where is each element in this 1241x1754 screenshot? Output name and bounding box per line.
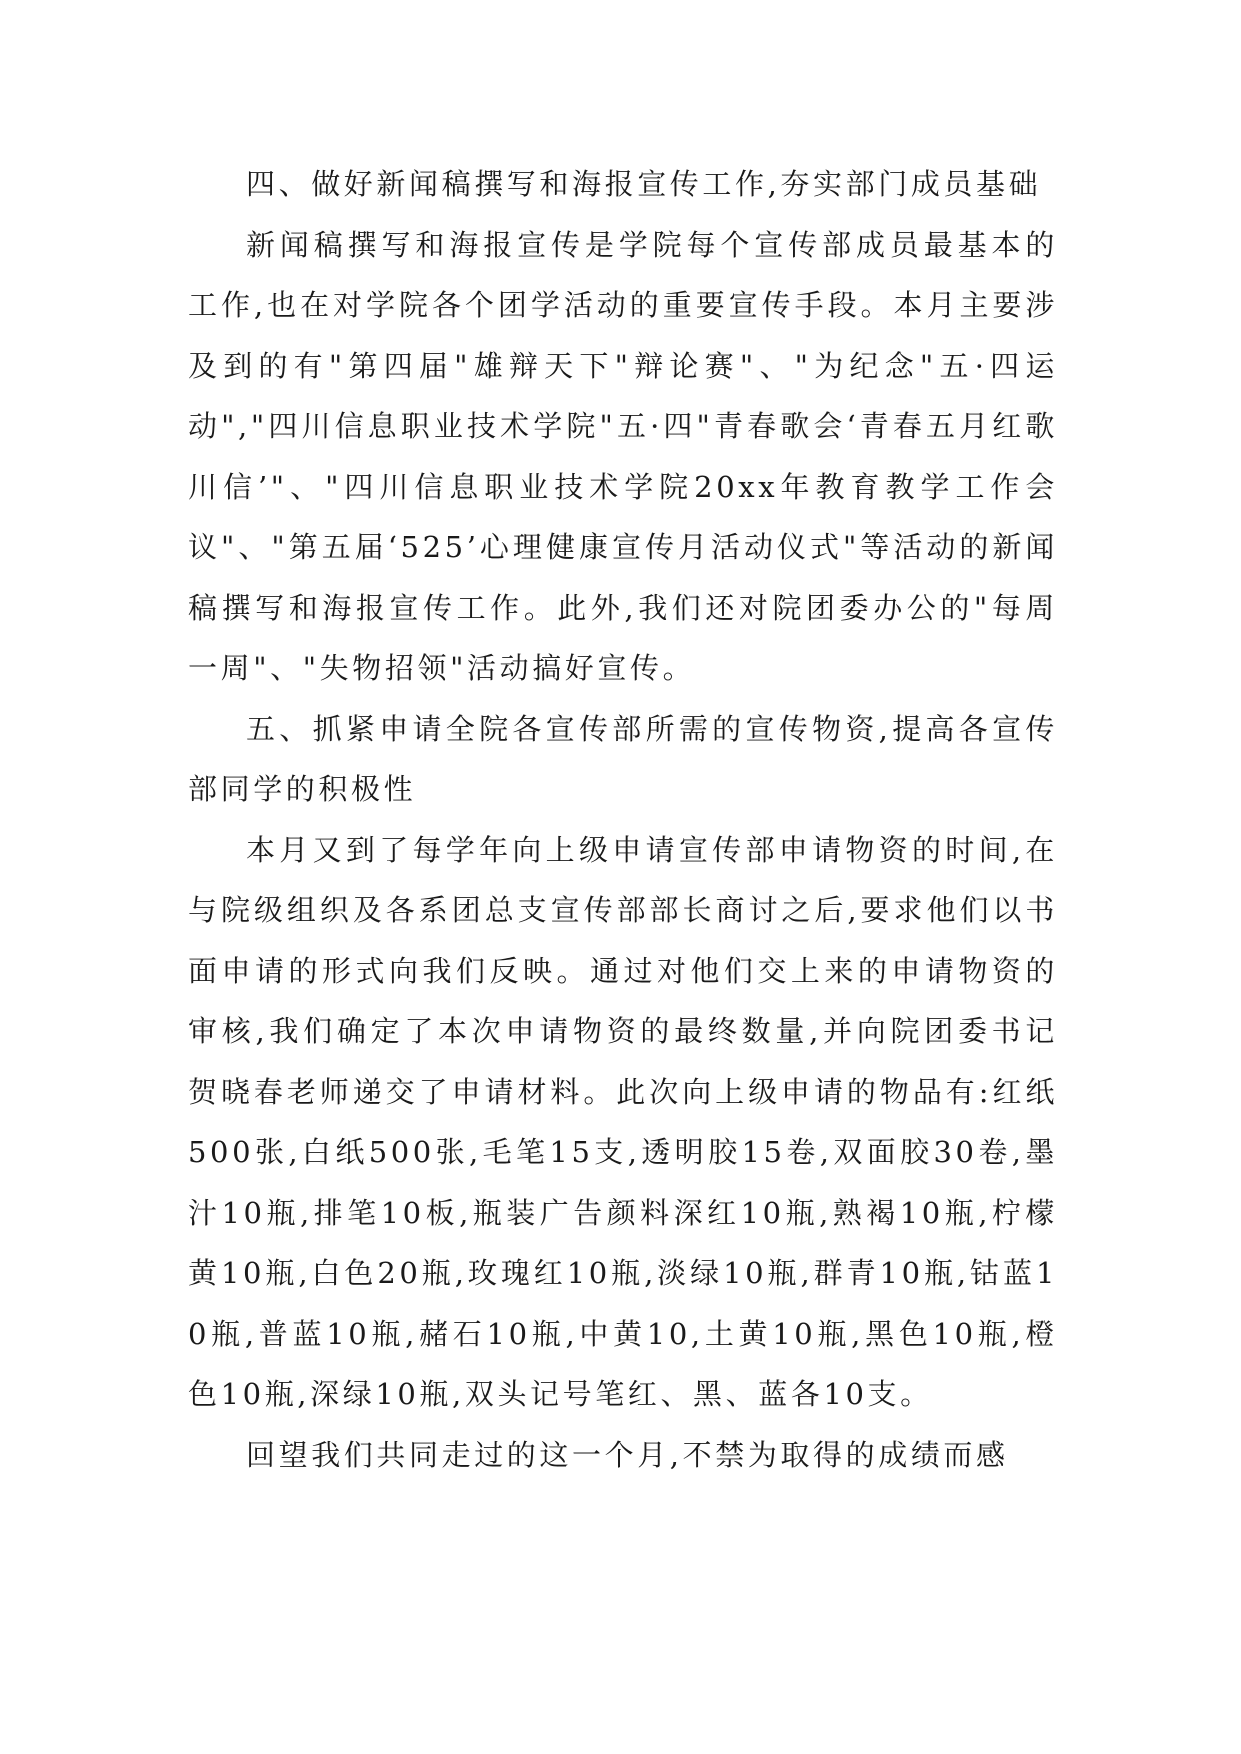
heading-section-five: 五、抓紧申请全院各宣传部所需的宣传物资,提高各宣传部同学的积极性 — [188, 711, 1058, 806]
paragraph-news-and-posters: 新闻稿撰写和海报宣传是学院每个宣传部成员最基本的工作,也在对学院各个团学活动的重要宣传手段。本月主要涉及到的有"第四届"雄辩天下"辩论赛"、"为纪念"五·四运动","四川信息职业技术学院"五·四"青春歌会‘青春五月红歌川信’"、"四川信息职业技术学院20xx年教育教学工作会议"、"第五届‘525’心理健康宣传月活动仪式"等活动的新闻稿撰写和海报宣传工作。此外,我们还对院团委办公的"每周一周"、"失物招领"活动搞好宣传。 — [188, 227, 1058, 685]
document-body — [188, 154, 1058, 1485]
paragraph-material-request: 本月又到了每学年向上级申请宣传部申请物资的时间,在与院级组织及各系团总支宣传部部长商讨之后,要求他们以书面申请的形式向我们反映。通过对他们交上来的申请物资的审核,我们确定了本次申请物资的最终数量,并向院团委书记贺晓春老师递交了申请材料。此次向上级申请的物品有:红纸500张,白纸500张,毛笔15支,透明胶15卷,双面胶30卷,墨汁10瓶,排笔10板,瓶装广告颜料深红10瓶,熟褐10瓶,柠檬黄10瓶,白色20瓶,玫瑰红10瓶,淡绿10瓶,群青10瓶,钴蓝10瓶,普蓝10瓶,赭石10瓶,中黄10,土黄10瓶,黑色10瓶,橙色10瓶,深绿10瓶,双头记号笔红、黑、蓝各10支。 — [188, 832, 1058, 1411]
heading-section-four: 四、做好新闻稿撰写和海报宣传工作,夯实部门成员基础 — [246, 167, 1042, 201]
paragraph-review: 回望我们共同走过的这一个月,不禁为取得的成绩而感 — [246, 1437, 1009, 1472]
